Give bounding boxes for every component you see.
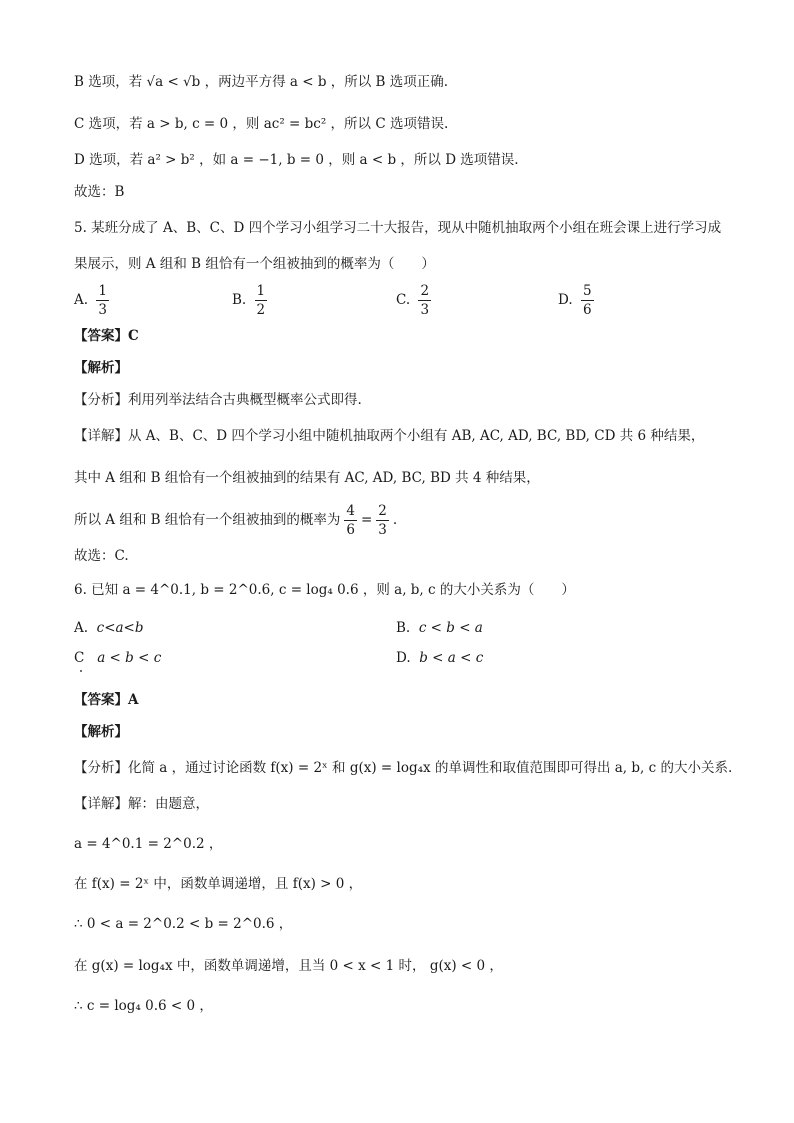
option-label: B.	[396, 620, 411, 636]
option-a	[74, 282, 113, 319]
option-b	[396, 618, 483, 638]
option-label: A.	[74, 620, 89, 636]
denominator: 3	[98, 302, 107, 318]
question-5-stem: 果展示，则 A 组和 B 组恰有一个组被抽到的概率为（ ）	[74, 256, 435, 272]
option-text: c < b < a	[418, 620, 483, 636]
answer-label: 【答案】A	[74, 692, 139, 708]
numerator: 4	[346, 503, 355, 519]
question-5-stem: 5. 某班分成了 A、B、C、D 四个学习小组学习二十大报告，现从中随机抽取两个小组在班会课上进行学习成	[74, 220, 722, 236]
fraction	[344, 502, 357, 539]
numerator: 1	[256, 283, 266, 299]
text-line: B 选项，若 √a < √b ，两边平方得 a < b ，所以 B 选项正确.	[74, 74, 449, 90]
solution-step: ∴ c = log₄ 0.6 < 0 ，	[74, 998, 213, 1014]
text-line: 故选：C.	[74, 548, 129, 564]
option-c	[396, 282, 435, 319]
detail-result-line	[74, 502, 734, 539]
fraction	[376, 502, 389, 539]
solution-step: ∴ 0 < a = 2^0.2 < b = 2^0.6 ，	[74, 916, 293, 932]
detail-text: 【详解】从 A、B、C、D 四个学习小组中随机抽取两个小组有 AB, AC, AD, BC, BD, CD 共 6 种结果，	[74, 428, 705, 444]
fraction	[96, 282, 109, 319]
numerator: 1	[98, 283, 107, 299]
analysis-heading: 【解析】	[74, 360, 128, 376]
solution-step: 在 f(x) = 2ˣ 中，函数单调递增，且 f(x) > 0 ，	[74, 876, 363, 892]
equals-sign: =	[360, 512, 373, 528]
text-line: 故选：B	[74, 184, 125, 200]
option-label: C.	[396, 292, 411, 308]
detail-text: 【详解】解：由题意，	[74, 796, 209, 812]
solution-step: a = 4^0.1 = 2^0.2 ，	[74, 836, 223, 852]
denominator: 6	[346, 522, 355, 538]
denominator: 3	[378, 522, 387, 538]
answer-label: 【答案】C	[74, 328, 139, 344]
detail-text: 所以 A 组和 B 组恰有一个组被抽到的概率为	[74, 512, 341, 528]
fraction	[255, 282, 268, 319]
option-label: B.	[232, 292, 247, 308]
denominator: 2	[256, 302, 266, 318]
option-label: D.	[558, 292, 573, 308]
option-label: C	[74, 650, 85, 666]
option-c	[74, 648, 161, 668]
option-d	[396, 648, 483, 668]
option-text: a < b < c	[97, 650, 162, 666]
numerator: 2	[378, 503, 387, 519]
option-text: c<a<b	[96, 620, 144, 636]
analysis-heading: 【解析】	[74, 724, 128, 740]
option-a	[74, 618, 144, 638]
detail-text: 其中 A 组和 B 组恰有一个组被抽到的结果有 AC, AD, BC, BD 共 4 种结果，	[74, 470, 540, 486]
option-label: D.	[396, 650, 411, 666]
analysis-text: 【分析】利用列举法结合古典概型概率公式即得.	[74, 392, 362, 408]
text-line: D 选项，若 a² > b² ，如 a = −1, b = 0 ，则 a < b ，所以 D 选项错误.	[74, 152, 519, 168]
denominator: 3	[420, 302, 430, 318]
question-6-stem: 6. 已知 a = 4^0.1, b = 2^0.6, c = log₄ 0.6 ，则 a, b, c 的大小关系为（ ）	[74, 582, 575, 598]
option-b	[232, 282, 271, 319]
fraction	[418, 282, 431, 319]
denominator: 6	[582, 302, 592, 318]
text-line: C 选项，若 a > b, c = 0 ，则 ac² = bc² ，所以 C 选项错误.	[74, 116, 449, 132]
solution-step: 在 g(x) = log₄x 中，函数单调递增，且当 0 < x < 1 时， g(x) < 0 ，	[74, 958, 503, 974]
option-d	[558, 282, 598, 319]
option-text: b < a < c	[419, 650, 484, 666]
option-label: A.	[74, 292, 89, 308]
stray-dot	[80, 670, 82, 672]
analysis-text: 【分析】化简 a ，通过讨论函数 f(x) = 2ˣ 和 g(x) = log₄x 的单调性和取值范围即可得出 a, b, c 的大小关系.	[74, 760, 733, 776]
fraction	[581, 282, 594, 319]
numerator: 5	[582, 283, 592, 299]
numerator: 2	[420, 283, 430, 299]
period: .	[392, 512, 398, 528]
